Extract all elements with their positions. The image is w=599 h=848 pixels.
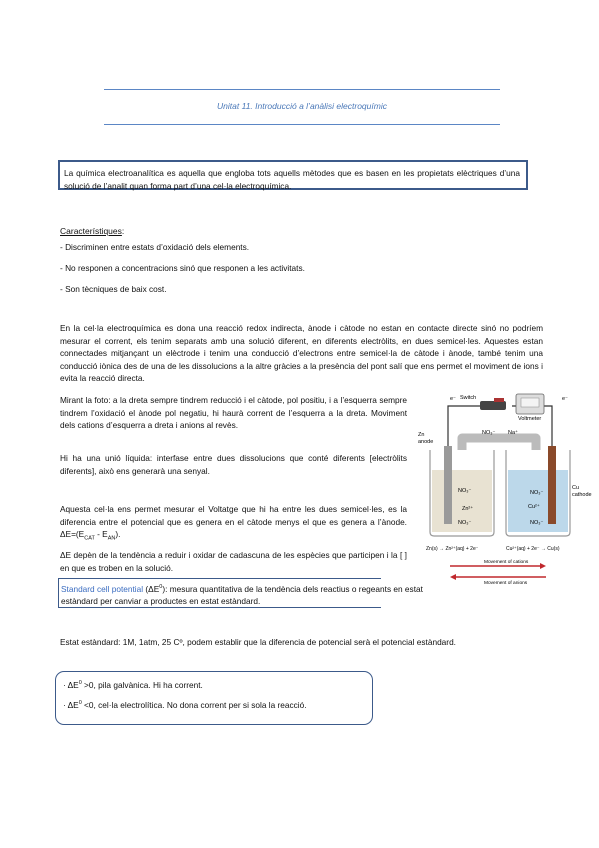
zn-label: Zn [418,432,425,438]
definition-box [58,160,528,190]
estat-estandard: Estat estàndard: 1M, 1atm, 25 Cº, podem establir que la diferencia de potencial serà el potencial estàndard. [60,637,456,647]
anode-label: anode [418,439,434,445]
case-galvanic-sup: 0 [78,680,82,687]
case-galvanic [63,680,203,690]
case-galvanic-delta: · ΔE [63,680,79,690]
copper-electrode-icon [548,446,556,524]
case-electrolytic-text: <0, cel·la electrolítica. No dona corrent per si sola la reacció. [81,700,307,710]
standard-delta: (ΔE [143,583,160,594]
subscript-cat: CAT [84,535,95,542]
features-heading-colon: : [121,226,125,236]
switch-handle-icon [494,398,504,402]
anions-arrowhead-icon [450,574,456,580]
case-electrolytic-sup: 0 [78,700,82,707]
paragraph-photo: Mirant la foto: a la dreta sempre tindrem reducció i el càtode, pol positiu, i a l’esquerra sempre tindrem l’oxidació el ànode pol negatiu, hi haurà corrent de l’esquerra a la dreta. Moviment dels cations d’esquerra a dreta i anions al revès. [60,395,407,431]
right-no3-label-2: NO₃⁻ [530,520,544,526]
standard-label: Standard cell potential [61,583,144,594]
features-heading-line [60,221,124,239]
electron-left-label: e⁻ [450,396,456,402]
bridge-no3-label: NO₃⁻ [482,430,496,436]
salt-bridge-icon [462,438,536,450]
feature-item: - Discriminen entre estats d’oxidació dels elements. [60,242,250,252]
bridge-na-label: Na⁺ [508,430,518,436]
unit-title: Unitat 11. Introducció a l’anàlisi electroquímic [217,101,387,111]
case-electrolytic-delta: · ΔE [63,700,79,710]
paragraph-delta-e: ΔE depèn de la tendència a reduir i oxidar de cadascuna de les espècies que participen i la [ ] en que es troben en la solució. [60,550,407,573]
cations-arrowhead-icon [540,563,546,569]
left-no3-label: NO₃⁻ [458,488,472,494]
subscript-an: AN [107,535,116,542]
zinc-electrode-icon [444,446,452,524]
feature-item: - No responen a concentracions sinó que responen a les activitats. [60,263,305,273]
movement-anions-label: Movement of anions [484,581,528,586]
standard-sup: 0 [159,584,163,590]
cu2-label: Cu²⁺ [528,504,540,510]
galvanic-cell-figure [412,390,592,586]
switch-label: Switch [460,395,477,401]
header-rule-bottom [104,124,500,125]
left-no3-label-2: NO₃⁻ [458,520,472,526]
paragraph-liquid-junction: Hi ha una unió líquida: interfase entre dues dissolucions que conté diferents [electròlits diferents], això ens generarà una senyal. [60,453,407,476]
definition-text: La química electroanalítica es aquella que engloba tots aquells mètodes que es basen en les propietats elèctriques d’una solució de l’analit quan forma part d’una cel·la electroquímica. [64,168,520,191]
feature-item: - Son tècniques de baix cost. [60,284,167,294]
header-rule-top [104,89,500,90]
zn2-label: Zn²⁺ [462,506,474,512]
cu-label: Cu [572,485,580,491]
switch-icon [480,401,506,410]
case-galvanic-text: >0, pila galvànica. Hi ha corrent. [81,680,203,690]
paragraph-voltage [60,503,407,545]
cathode-label: cathode [572,492,592,498]
electron-right-label: e⁻ [562,396,568,402]
voltmeter-label: Voltmeter [518,416,542,422]
paragraph-voltage-minus: - E [94,529,108,540]
equation-left: Zn(s) → Zn²⁺(aq) + 2e⁻ [426,546,479,552]
right-no3-label: NO₃⁻ [530,490,544,496]
standard-cell-potential [61,581,461,608]
features-heading: Característiques [60,226,122,236]
movement-cations-label: Movement of cations [484,560,529,565]
paragraph-cell: En la cel·la electroquímica es dona una reacció redox indirecta, ànode i càtode no estan en contacte directe sinó no podríem mesurar el corrent, els tenim separats amb una solució diferent, en diferents electròlits, en dues semicel·les. Aquestes estan connectades mitjançant un elèctrode i tenim una conducció d’electrons entre semicel·la de càtode i ànode, també tenim una conducció iònica des de una de les dissolucions a la altre gràcies a la presència del pont salí que ens permet el moviment de ions i evita la reacció directa. [60,323,543,384]
voltmeter-display-icon [521,398,539,407]
equation-right: Cu²⁺(aq) + 2e⁻ → Cu(s) [506,546,560,552]
paragraph-voltage-text: Aquesta cel·la ens permet mesurar el Voltatge que hi ha entre les dues semicel·les, es la diferencia entre el potencial que es genera en el càtode menys el que es genera a l’ànode. ΔE=(E [60,504,407,540]
standard-definition: ): mesura quantitativa de la tendència dels reactius o regeants en estat estàndard per canviar a productes en estat estàndard. [61,583,423,607]
case-electrolytic [63,700,307,710]
paragraph-voltage-end: ). [115,529,121,540]
